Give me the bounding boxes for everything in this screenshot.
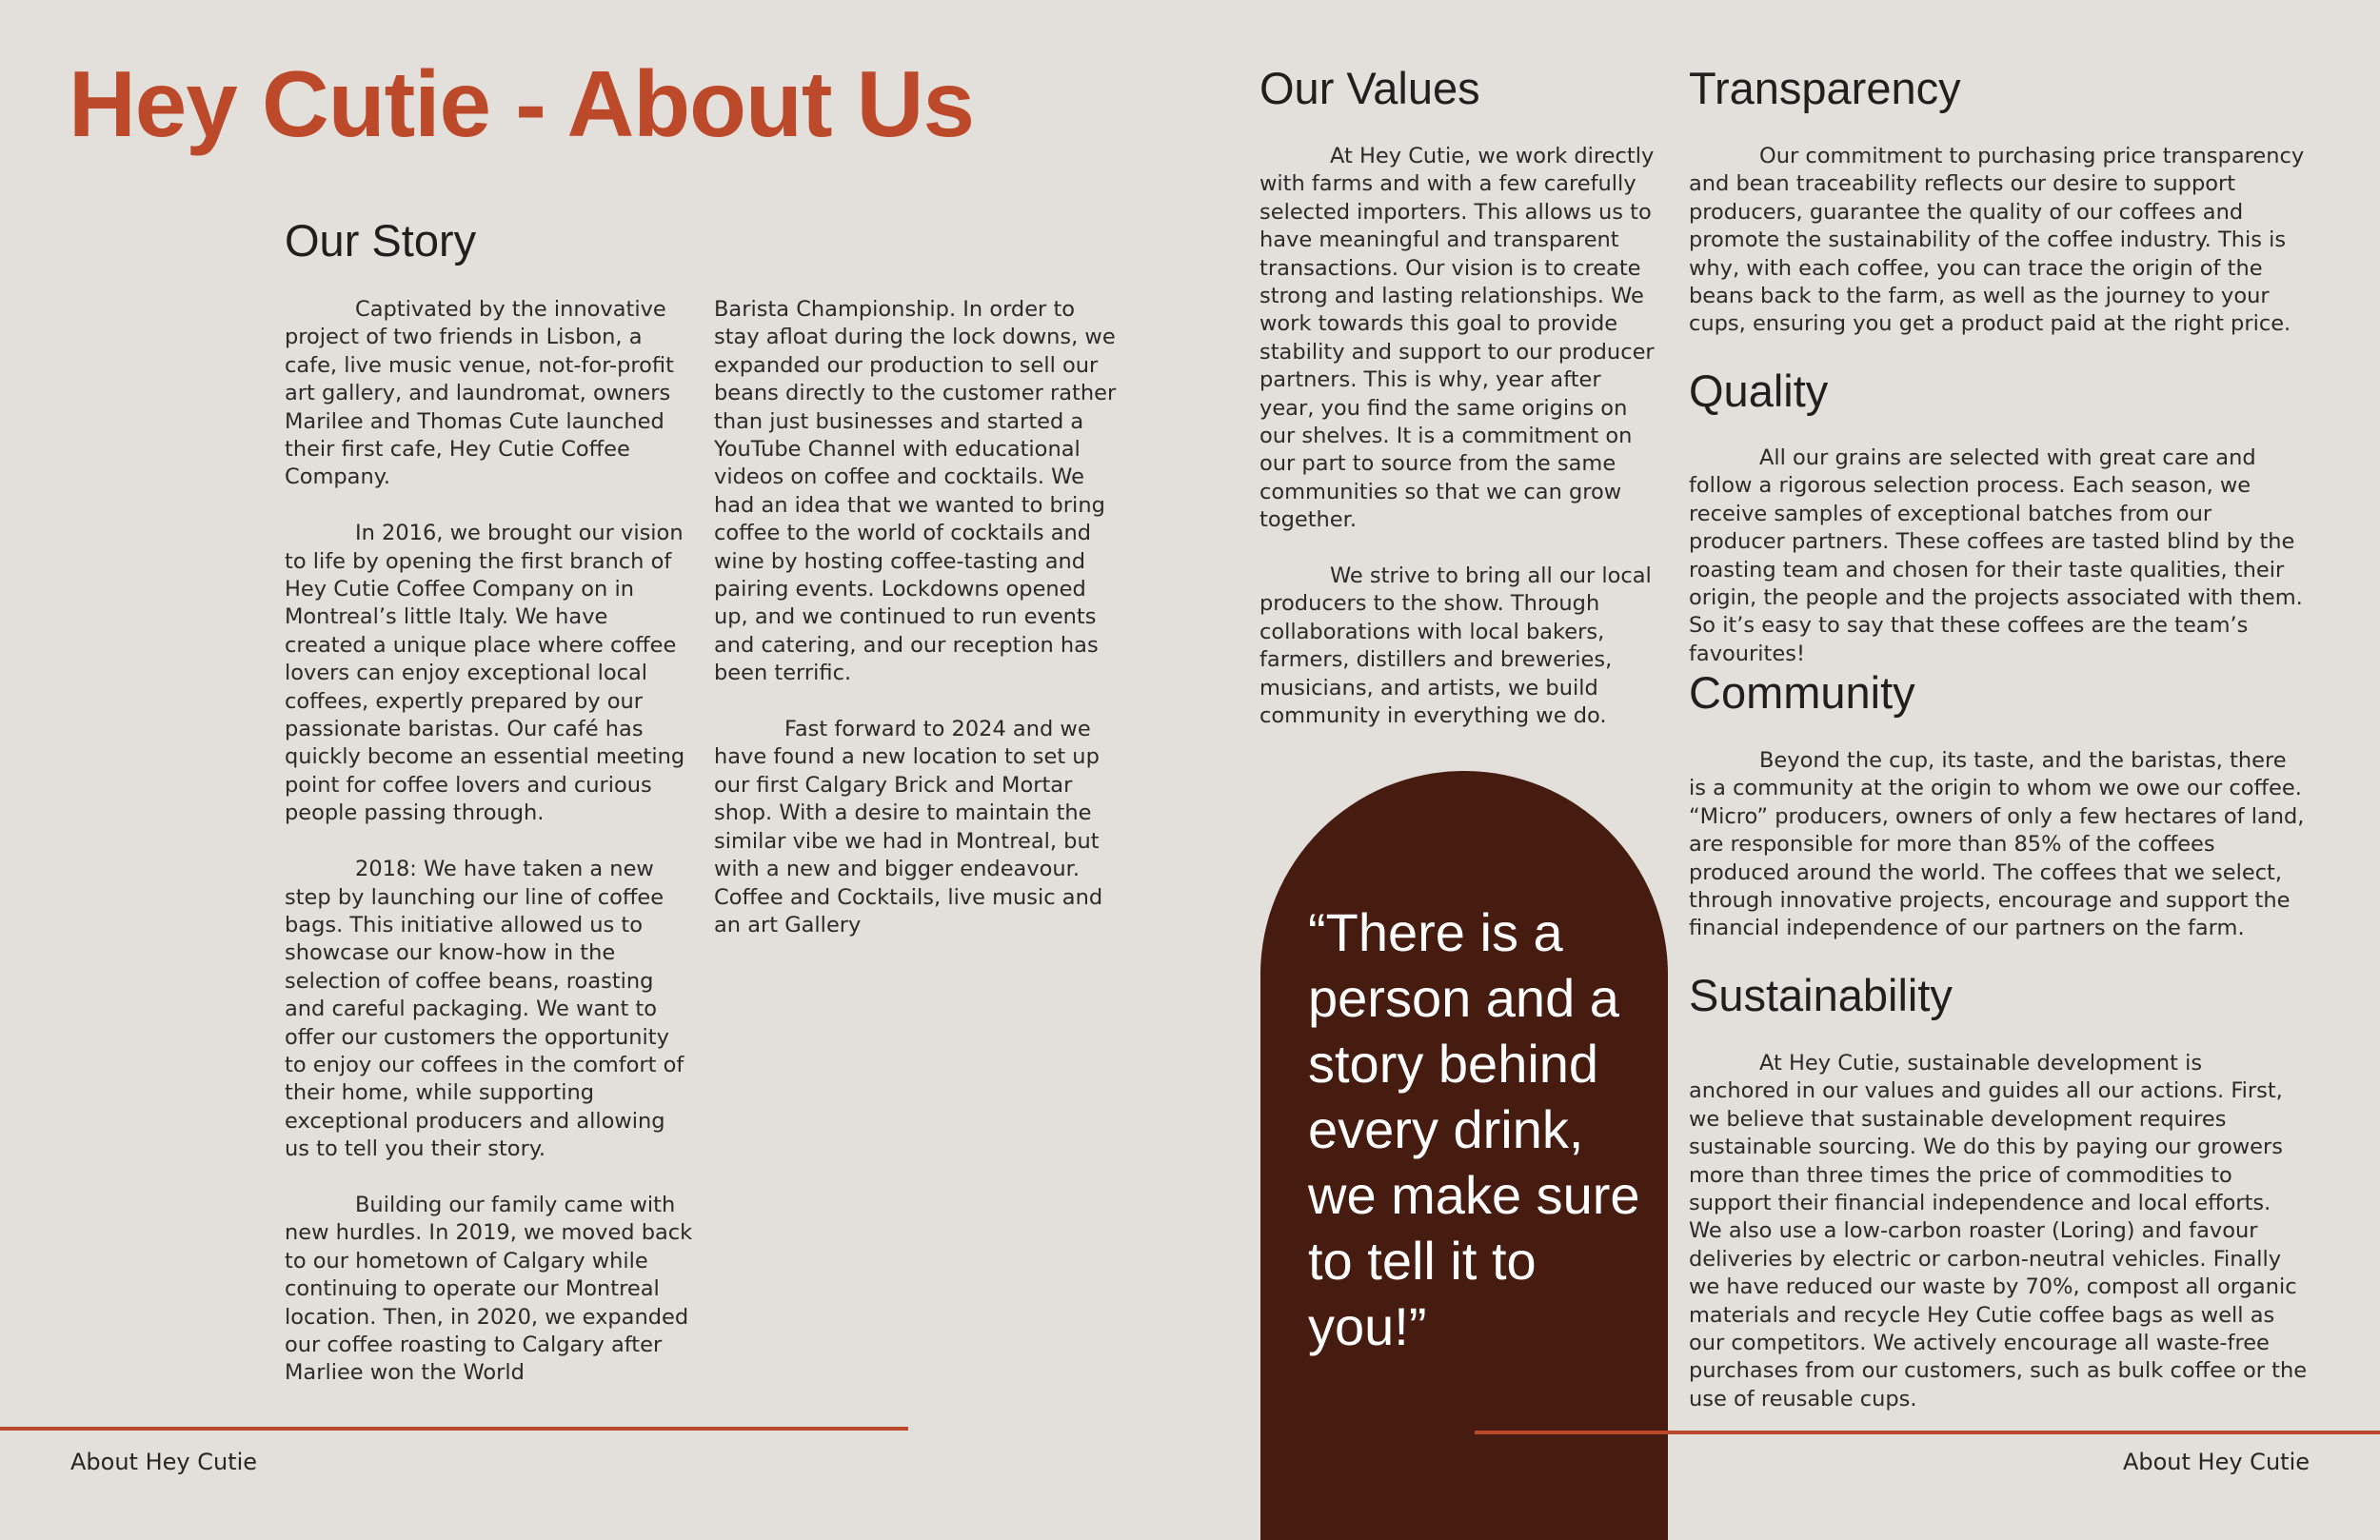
sustainability-paragraph: At Hey Cutie, sustainable development is anchored in our values and guides all our actions. First, we believe that sustainable development requires sustainable sourcing. We do this by paying our growers more than three times the price of commodities to support their financial independence and local efforts. We also use a low-carbon roaster (Loring) and favour deliveries by electric or carbon-neutral vehicles. Finally we have reduced our waste by 70%, compost all organic materials and recycle Hey Cutie coffee bags as well as our competitors. We actively encourage all waste-free purchases from our customers, such as bulk coffee or the use of reusable cups. — [1689, 1051, 2308, 1412]
values-paragraph: We strive to bring all our local producers to the show. Through collaborations with local bakers, farmers, distillers and breweries, musicians, and artists, we build community in everything we do. — [1259, 563, 1652, 729]
values-paragraph: At Hey Cutie, we work directly with farms and with a few carefully selected importers. This allows us to have meaningful and transparent transactions. Our vision is to create strong and lasting relationships. We work towards this goal to provide stability and support to our producer partners. This is why, year after year, you find the same origins on our shelves. It is a commitment on our part to source from the same communities so that we can grow together. — [1259, 144, 1655, 533]
transparency-paragraph: Our commitment to purchasing price transparency and bean traceability reflects our desire to support producers, guarantee the quality of our coffees and promote the sustainability of the coffee industry. This is why, with each coffee, you can trace the origin of the beans back to the farm, as well as the journey to your cups, ensuring you get a product paid at the right price. — [1689, 144, 2305, 337]
our-story-heading: Our Story — [285, 215, 477, 266]
quality-heading: Quality — [1689, 365, 1829, 416]
footer-left: About Hey Cutie — [70, 1449, 258, 1475]
our-values-text — [1259, 143, 1659, 731]
pull-quote: “There is a person and a story behind every drink, we make sure to tell it to you!” — [1308, 902, 1640, 1356]
story-paragraph: Fast forward to 2024 and we have found a new location to set up our first Calgary Brick and Mortar shop. With a desire to maintain the similar vibe we had in Montreal, but with a new and bigger endeavour. Coffee and Cocktails, live music and an art Gallery — [714, 717, 1103, 938]
transparency-text — [1689, 143, 2308, 339]
community-paragraph: Beyond the cup, its taste, and the baristas, there is a community at the origin to whom we owe our coffee. “Micro” producers, owners of only a few hectares of land, are responsible for more than 85% of the coffees produced around the world. The coffees that we select, through innovative projects, encourage and support the financial independence of our partners on the farm. — [1689, 748, 2305, 941]
quality-text — [1689, 444, 2308, 668]
our-values-heading: Our Values — [1259, 63, 1480, 113]
community-heading: Community — [1689, 667, 1915, 718]
footer-rule-left — [0, 1427, 908, 1431]
story-paragraph-continued: Barista Championship. In order to stay afloat during the lock downs, we expanded our production to sell our beans directly to the customer rather than just businesses and started a YouTube Channel with educational videos on coffee and cocktails. We had an idea that we wanted to bring coffee to the world of cocktails and wine by hosting coffee-tasting and pairing events. Lockdowns opened up, and we continued to run events and catering, and our reception has been terrific. — [714, 297, 1117, 686]
footer-rule-right — [1475, 1431, 2380, 1434]
page-title: Hey Cutie - About Us — [69, 51, 974, 156]
our-story-column-2 — [714, 296, 1123, 939]
transparency-heading: Transparency — [1689, 63, 1961, 113]
story-paragraph: Captivated by the innovative project of two friends in Lisbon, a cafe, live music venue, not-for-profit art gallery, and laundromat, owners Marilee and Thomas Cute launched their first cafe, Hey Cutie Coffee Company. — [285, 297, 674, 490]
story-paragraph: 2018: We have taken a new step by launching our line of coffee bags. This initiative allowed us to showcase our know-how in the selection of coffee beans, roasting and careful packaging. We want to offer our customers the opportunity to enjoy our coffees in the comfort of their home, while supporting exceptional producers and allowing us to tell you their story. — [285, 857, 684, 1162]
story-paragraph: Building our family came with new hurdles. In 2019, we moved back to our hometown of Calgary while continuing to operate our Montreal location. Then, in 2020, we expanded our coffee roasting to Calgary after Marliee won the World — [285, 1192, 693, 1386]
sustainability-heading: Sustainability — [1689, 970, 1953, 1020]
our-story-column-1 — [285, 296, 694, 1388]
quality-paragraph: All our grains are selected with great care and follow a rigorous selection process. Each season, we receive samples of exceptional batches from our producer partners. These coffees are tasted blind by the roasting team and chosen for their taste qualities, their origin, the people and the projects associated with them. So it’s easy to say that these coffees are the team’s favourites! — [1689, 445, 2303, 666]
footer-right: About Hey Cutie — [2122, 1449, 2310, 1475]
community-text — [1689, 747, 2308, 943]
story-paragraph: In 2016, we brought our vision to life by opening the first branch of Hey Cutie Coffee Company on in Montreal’s little Italy. We have created a unique place where coffee lovers can enjoy exceptional local coffees, expertly prepared by our passionate baristas. Our café has quickly become an essential meeting point for coffee lovers and curious people passing through. — [285, 521, 685, 826]
sustainability-text — [1689, 1050, 2308, 1413]
